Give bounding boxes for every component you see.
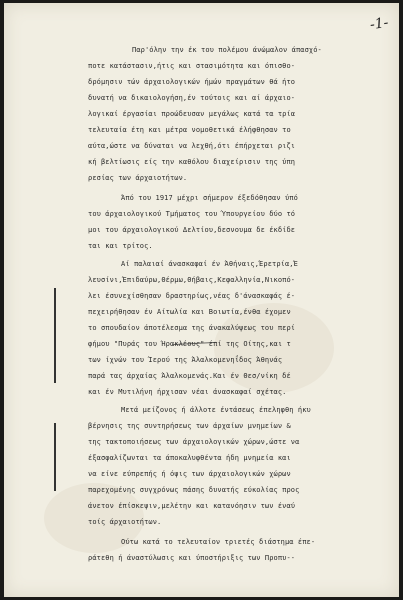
text-line: βέρνησις της συντηρήσεως των άρχαίων μνημείων & bbox=[88, 422, 291, 430]
text-line: Αί παλαιαί άνασκαφαί έν Άθήναις,Έρετρία,Έ bbox=[121, 260, 298, 268]
text-line: λει έσυνεχίσθησαν δραστηρίως,νέας δ'άνασκαφάς έ- bbox=[88, 292, 296, 300]
text-line: έξασφαλίζωνται τα άποκαλυφθέντα ήδη μνημεία και bbox=[88, 454, 291, 462]
text-line: λογικαί έργασίαι προώδευσαν μεγάλως κατά τα τρία bbox=[88, 110, 296, 118]
text-line: παρεχομένης συγχρόνως πάσης δυνατής εύκολίας προς bbox=[88, 486, 300, 494]
text-line: του άρχαιολογικού Τμήματος του Ύπουργείου δύο τό bbox=[88, 210, 296, 218]
text-line: Παρ'όλην την έκ του πολέμου άνώμαλον άπασχό- bbox=[132, 46, 322, 54]
text-line: ρεσίας των άρχαιοτήτων. bbox=[88, 174, 188, 182]
text-line: δυνατή να δικαιολογήση,έν τούτοις και αί άρχαιο- bbox=[88, 94, 296, 102]
text-line: λευσίνι,Έπιδαύρω,Θέρμω,Θήβαις,Κεφαλληνία,Νικοπό- bbox=[88, 276, 296, 284]
text-line: δρόμησιν τών άρχαιολογικών ήμών πραγμάτων θά ήτο bbox=[88, 78, 296, 86]
text-line: τελευταία έτη και μέτρα νομοθετικά έλήφθησαν το bbox=[88, 126, 291, 134]
text-line: παρά τας άρχαίας Άλαλκομενάς.Και έν Θεσ/νίκη δέ bbox=[88, 372, 291, 380]
document-page bbox=[4, 3, 399, 597]
text-line: να είνε εύπρεπής ή όψις των άρχαιολογικών χώρων bbox=[88, 470, 291, 478]
text-line: της τακτοποιήσεως των άρχαιολογικών χώρων,ώστε να bbox=[88, 438, 300, 446]
text-line: τοίς άρχαιοτήτων. bbox=[88, 518, 162, 526]
text-line: αύτα,ώστε να δύναται να λεχθή,ότι έπήρχεται ριζι bbox=[88, 142, 296, 150]
text-line: Άπό του 1917 μέχρι σήμερον έξεδόθησαν ύπό bbox=[121, 194, 298, 202]
text-line: Ούτω κατά το τελευταίον τριετές διάστημα έπε- bbox=[121, 538, 316, 546]
text-line: φήμου "Πυράς του Ήρακλέους" έπί της Οίτης,και τ bbox=[88, 340, 291, 348]
text-line: ράτεθη ή άναστύλωσις και ύποστήριξις των Προπυ-- bbox=[88, 554, 296, 562]
text-line: το σπουδαίον άποτέλεσμα της άνακαλύψεως του περί bbox=[88, 324, 296, 332]
text-line: των ίχνών του Ίερού της Άλαλκομενηΐδος Άθηνάς bbox=[88, 356, 283, 364]
typed-text-body bbox=[4, 3, 399, 597]
text-line: ται και τρίτος. bbox=[88, 242, 153, 250]
text-line: ποτε κατάστασιν,ήτις και στασιμότητα και όπισθο- bbox=[88, 62, 296, 70]
text-line: μοι του άρχαιολογικού Δελτίου,δεσνουμα δε έκδίδε bbox=[88, 226, 296, 234]
text-line: πεχειρήθησαν έν Αίτωλία και Βοιωτία,ένθα έχομεν bbox=[88, 308, 291, 316]
page-number: -1- bbox=[368, 14, 390, 34]
text-line: Μετά μείζονος ή άλλοτε έντάσεως έπεληφθη ήκυ bbox=[121, 406, 311, 414]
text-line: κή βελτίωσις είς την καθόλου διαχείρισιν της ύπη bbox=[88, 158, 296, 166]
text-line: και έν Μυτιλήνη ήρχισαν νέαι άνασκαφαί σχέτας. bbox=[88, 388, 287, 396]
text-line: άνετον έπίσκεψιν,μελέτην και κατανόησιν των έναύ bbox=[88, 502, 296, 510]
